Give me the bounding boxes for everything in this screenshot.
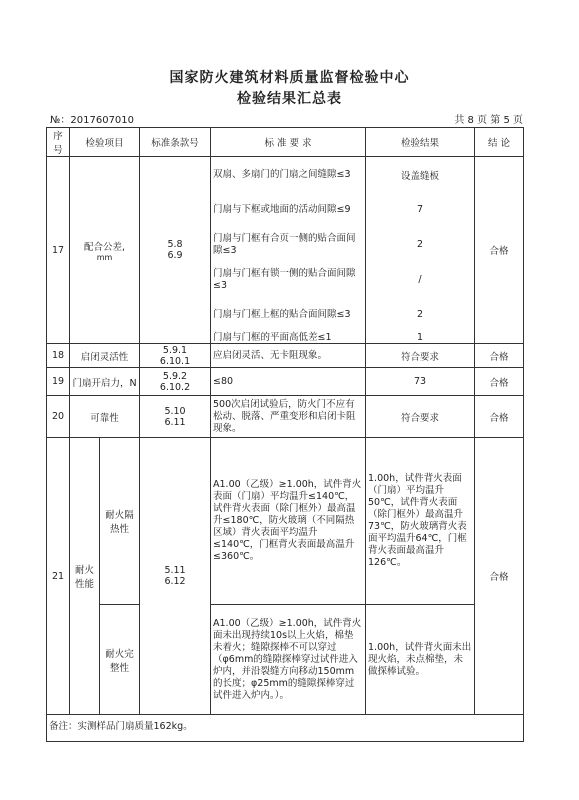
row21-conclusion: 合格 (475, 438, 524, 715)
col-header-clause: 标准条款号 (140, 128, 211, 157)
table-row-17 (47, 157, 524, 344)
row17-res-5: 2 (416, 309, 424, 320)
report-number: №：2017607010 (50, 115, 135, 126)
row21-sub1-requirement: A1.00（乙级）≥1.00h，试件背火表面（门扇）平均温升≤140℃，试件背火表面（除门框外）最高温升≤180℃，防火玻璃（不同隔热区域）背火表面平均温升≤140℃，门框背火表面最高温升≤360℃。 (211, 438, 366, 605)
row18-requirement: 应启闭灵活、无卡阻现象。 (211, 344, 366, 368)
row17-req-2: 门扇与下框或地面的活动间隙≤9 (213, 203, 351, 215)
row20-requirement: 500次启闭试验后，防火门不应有松动、脱落、严重变形和启闭卡阻现象。 (211, 396, 366, 438)
row21-sub2-requirement: A1.00（乙级）≥1.00h，试件背火面未出现持续10s以上火焰，棉垫未着火；缝隙探棒不可以穿过（φ6mm的缝隙探棒穿过试件进入炉内，并沿裂缝方向移动150mm的长度；φ25mm的缝隙探棒穿过试件进入炉内。）。 (211, 605, 366, 715)
row20-no: 20 (47, 396, 70, 438)
row17-req-5: 门扇与门框上框的贴合面间隙≤3 (213, 308, 351, 320)
row17-no: 17 (47, 157, 70, 344)
row20-item: 可靠性 (70, 396, 140, 438)
header-row (47, 128, 524, 157)
table-row-20 (47, 396, 524, 438)
row18-conclusion: 合格 (475, 344, 524, 368)
row17-clause: 5.8 6.9 (140, 157, 211, 344)
row19-item: 门扇开启力，N (70, 368, 140, 396)
row21-clause: 5.11 6.12 (140, 438, 211, 715)
row17-res-2: 7 (416, 204, 424, 215)
row21-sub1-name: 耐火隔热性 (100, 438, 140, 605)
row17-conclusion: 合格 (475, 157, 524, 344)
row17-requirements (211, 157, 366, 344)
row20-conclusion: 合格 (475, 396, 524, 438)
row18-no: 18 (47, 344, 70, 368)
col-header-item: 检验项目 (70, 128, 140, 157)
row21-sub2-result: 1.00h，试件背火面未出现火焰，未点棉垫，未做探棒试验。 (366, 605, 475, 715)
row18-item: 启闭灵活性 (70, 344, 140, 368)
row17-req-1: 双扇、多扇门的门扇之间缝隙≤3 (213, 168, 351, 180)
report-org-title: 国家防火建筑材料质量监督检验中心 (169, 70, 410, 86)
row19-no: 19 (47, 368, 70, 396)
col-header-conclusion: 结 论 (475, 128, 524, 157)
table-row-21-integrity (47, 605, 524, 715)
col-header-result: 检验结果 (366, 128, 475, 157)
row17-res-3: 2 (416, 239, 424, 250)
page-info: 共 8 页 第 5 页 (454, 115, 523, 126)
col-header-requirement: 标 准 要 求 (211, 128, 366, 157)
row20-result: 符合要求 (366, 396, 475, 438)
row17-item-unit: mm (96, 252, 113, 262)
row17-res-1: 设盖缝板 (401, 170, 440, 182)
row19-clause: 5.9.2 6.10.2 (140, 368, 211, 396)
row18-result: 符合要求 (366, 344, 475, 368)
row17-res-4: / (418, 274, 422, 285)
row18-clause: 5.9.1 6.10.1 (140, 344, 211, 368)
row17-item-label: 配合公差, (83, 241, 126, 253)
col-header-no: 序号 (47, 128, 70, 157)
table-row-note (47, 715, 524, 742)
row17-results (366, 157, 475, 344)
table-row-19 (47, 368, 524, 396)
row21-sub1-result: 1.00h，试件背火表面（门扇）平均温升50℃，试件背火表面（除门框外）最高温升73℃，防火玻璃背火表面平均温升64℃，门框背火表面最高温升126℃。 (366, 438, 475, 605)
row17-req-3: 门扇与门框有合页一侧的贴合面间隙≤3 (213, 232, 356, 256)
row17-req-4: 门扇与门框有锁一侧的贴合面间隙≤3 (213, 267, 356, 291)
row19-requirement: ≤80 (211, 368, 366, 396)
footer-note: 备注：实测样品门扇质量162kg。 (47, 715, 524, 742)
results-table (46, 127, 524, 742)
row21-item: 耐火性能 (70, 438, 100, 715)
row19-result: 73 (366, 368, 475, 396)
table-row-21-insulation (47, 438, 524, 605)
row19-conclusion: 合格 (475, 368, 524, 396)
row17-item (70, 157, 140, 344)
row17-res-6: 1 (416, 332, 424, 343)
row21-sub2-name: 耐火完整性 (100, 605, 140, 715)
row20-clause: 5.10 6.11 (140, 396, 211, 438)
row17-req-6: 门扇与门框的平面高低差≤1 (213, 331, 332, 343)
row21-no: 21 (47, 438, 70, 715)
report-subtitle: 检验结果汇总表 (237, 91, 342, 107)
table-row-18 (47, 344, 524, 368)
